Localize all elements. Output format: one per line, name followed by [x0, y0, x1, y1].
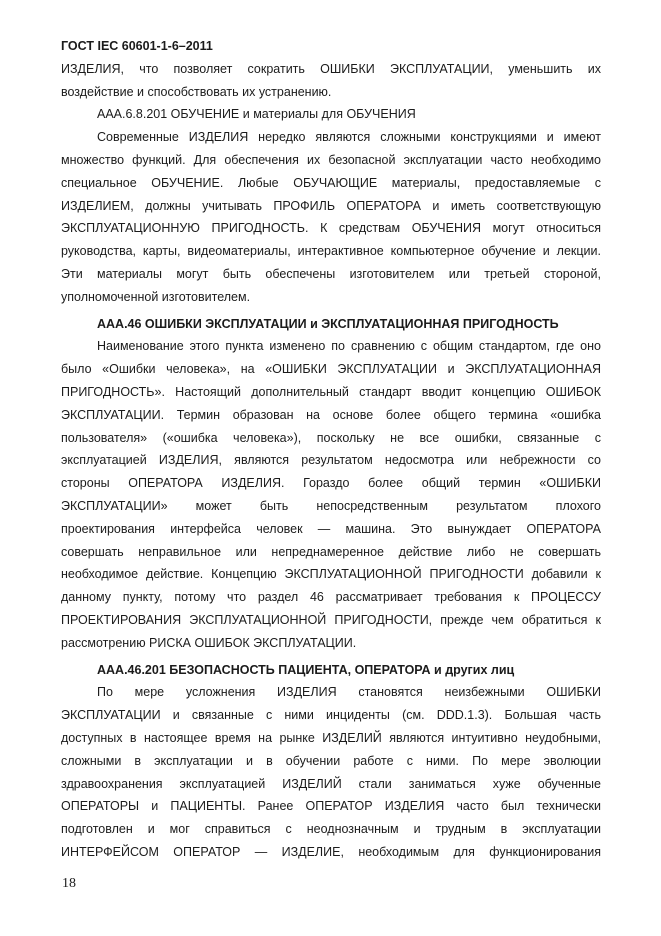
page-number: 18: [62, 876, 76, 891]
text-line: руководства, карты, видеоматериалы, интерактивное компьютерное обучение и лекции.: [61, 244, 601, 259]
text-line: ЭКСПЛУАТАЦИОННУЮ ПРИГОДНОСТЬ. К средствам ОБУЧЕНИЯ могут относиться: [61, 221, 601, 236]
text-line: эксплуатацией ИЗДЕЛИЯ, являются результатом недосмотра или небрежности со: [61, 453, 601, 468]
text-line: ЭКСПЛУАТАЦИИ» может быть непосредственным результатом плохого: [61, 498, 601, 513]
text-line: множество функций. Для обеспечения их безопасной эксплуатации часто необходимо: [61, 152, 601, 167]
text-line: ЭКСПЛУАТАЦИИ. Термин образован на основе более общего термина «ошибка: [61, 407, 601, 422]
text-line: ИЗДЕЛИЯ, что позволяет сократить ОШИБКИ ЭКСПЛУАТАЦИИ, уменьшить их: [61, 61, 601, 76]
text-line: ПРОЕКТИРОВАНИЯ ЭКСПЛУАТАЦИОННОЙ ПРИГОДНОСТИ, прежде чем обратиться к: [61, 612, 601, 627]
text-line: данному пункту, потому что раздел 46 рассматривает требования к ПРОЦЕССУ: [61, 590, 601, 605]
document-header: ГОСТ IEC 60601-1-6–2011: [61, 39, 213, 53]
text-line: проектирования интерфейса человек — машина. Это вынуждает ОПЕРАТОРА: [61, 521, 601, 536]
text-line: сложными в эксплуатации и в обучении работе с ними. По мере эволюции: [61, 753, 601, 768]
text-line: Эти материалы могут быть обеспечены изготовителем или третьей стороной,: [61, 266, 601, 281]
text-line: По мере усложнения ИЗДЕЛИЯ становятся неизбежными ОШИБКИ: [97, 685, 601, 700]
text-line: совершать неправильное или непреднамеренное действие либо не совершать: [61, 544, 601, 559]
text-line: ААА.6.8.201 ОБУЧЕНИЕ и материалы для ОБУЧЕНИЯ: [97, 107, 416, 122]
text-line: ЭКСПЛУАТАЦИИ и связанные с ними инциденты (см. DDD.1.3). Большая часть: [61, 708, 601, 723]
text-line: было «Ошибки человека», на «ОШИБКИ ЭКСПЛУАТАЦИИ и ЭКСПЛУАТАЦИОННАЯ: [61, 362, 601, 377]
document-body: [61, 58, 601, 864]
text-line: уполномоченной изготовителем.: [61, 289, 251, 304]
section-heading: ААА.46.201 БЕЗОПАСНОСТЬ ПАЦИЕНТА, ОПЕРАТОРА и других лиц: [97, 662, 515, 677]
text-line: ИЗДЕЛИЕМ, должны учитывать ПРОФИЛЬ ОПЕРАТОРА и иметь соответствующую: [61, 198, 601, 213]
text-line: ПРИГОДНОСТЬ». Настоящий дополнительный стандарт вводит концепцию ОШИБОК: [61, 384, 601, 399]
text-line: доступных в настоящее время на рынке ИЗДЕЛИЙ являются интуитивно неудобными,: [61, 730, 601, 745]
section-heading: ААА.46 ОШИБКИ ЭКСПЛУАТАЦИИ и ЭКСПЛУАТАЦИОННАЯ ПРИГОДНОСТЬ: [97, 316, 559, 331]
text-line: здравоохранения эксплуатацией ИЗДЕЛИЙ стали заниматься хуже обученные: [61, 776, 601, 791]
text-line: подготовлен и мог справиться с неоднозначным и трудным в эксплуатации: [61, 822, 601, 837]
text-line: ОПЕРАТОРЫ и ПАЦИЕНТЫ. Ранее ОПЕРАТОР ИЗДЕЛИЯ часто был технически: [61, 799, 601, 814]
text-line: ИНТЕРФЕЙСОМ ОПЕРАТОР — ИЗДЕЛИЕ, необходимым для функционирования: [61, 844, 601, 859]
text-line: Наименование этого пункта изменено по сравнению с общим стандартом, где оно: [97, 339, 601, 354]
text-line: стороны ОПЕРАТОРА ИЗДЕЛИЯ. Гораздо более общий термин «ОШИБКИ: [61, 476, 601, 491]
text-line: воздействие и способствовать их устранению.: [61, 84, 332, 99]
text-line: специальное ОБУЧЕНИЕ. Любые ОБУЧАЮЩИЕ материалы, предоставляемые с: [61, 175, 601, 190]
document-content: [61, 35, 601, 864]
text-line: рассмотрению РИСКА ОШИБОК ЭКСПЛУАТАЦИИ.: [61, 635, 357, 650]
text-line: пользователя» («ошибка человека»), поскольку не все ошибки, связанные с: [61, 430, 601, 445]
text-line: Современные ИЗДЕЛИЯ нередко являются сложными конструкциями и имеют: [97, 130, 601, 145]
text-line: необходимое действие. Концепцию ЭКСПЛУАТАЦИОННОЙ ПРИГОДНОСТИ добавили к: [61, 567, 601, 582]
